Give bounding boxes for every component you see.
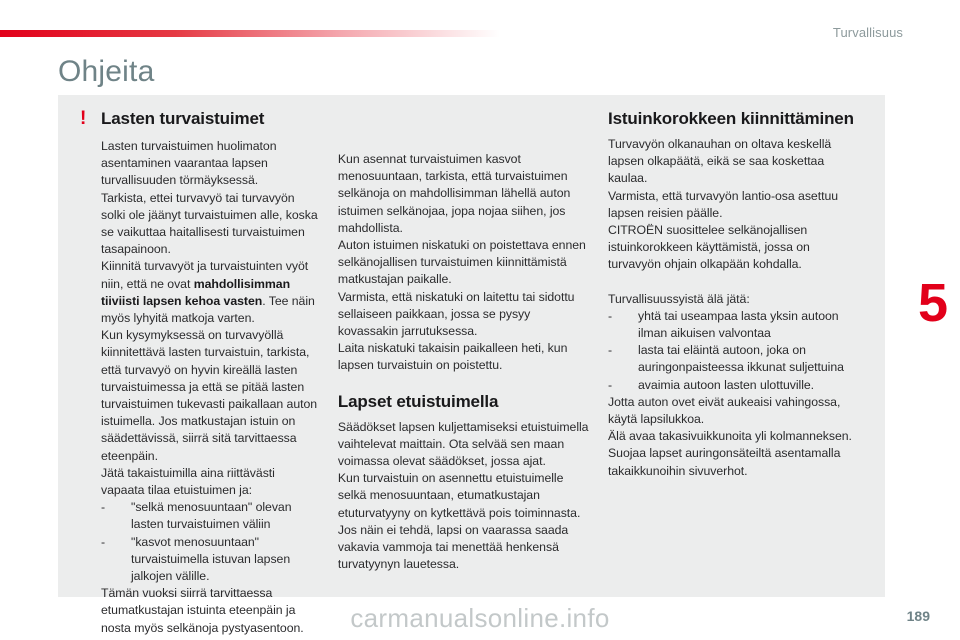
dash-marker: - — [608, 308, 613, 323]
heading-istuinkorokkeen-kiinnittaminen: Istuinkorokkeen kiinnittäminen — [608, 109, 854, 128]
list-item — [608, 308, 863, 342]
paragraph-c1-3-post: . Tee näin myös lyhyitä matkoja varten. — [101, 293, 315, 326]
column-middle — [338, 109, 608, 587]
paragraph-c1-4: Kun kysymyksessä on turvavyöllä kiinnitettävä lasten turvaistuin, tarkista, että turvavyö on hyvin kireällä lasten turvaistuimessa ja että se pitää lasten turvaistuimen tukevasti paikallaan auton istuimella. Jos matkustajan istuin on säädettävissä, siirrä sitä tarvittaessa eteenpäin. — [101, 328, 318, 463]
column-left — [80, 108, 338, 635]
chapter-number: 5 — [917, 273, 948, 333]
paragraph-c2-2: Auton istuimen niskatuki on poistettava ennen selkänojallisen turvaistuimen kiinnittämistä matkustajan paikalle. — [337, 238, 586, 287]
section-spacer — [338, 375, 590, 392]
list-item — [608, 342, 863, 376]
list-item-label: avaimia autoon lasten ulottuville. — [638, 377, 815, 392]
paragraph-c1-2: Tarkista, ettei turvavyö tai turvavyön solki ole jäänyt turvaistuimen alle, koska se vaikuttaa haitallisesti turvaistuimen tasapainoon. — [101, 190, 318, 257]
column-middle-spacer — [338, 109, 590, 151]
list-item-label: yhtä tai useampaa lasta yksin autoon ilman aikuisen valvontaa — [638, 308, 839, 341]
paragraph-c1-3-pre: Kiinnitä turvavyöt ja turvaistuinten vyöt niin, että ne ovat — [101, 259, 309, 291]
paragraph-c1-6: Tämän vuoksi siirrä tarvittaessa etumatkustajan istuinta eteenpäin ja nosta myös selkänoja pystyasentoon. — [101, 586, 304, 635]
list-item-label: "selkä menosuuntaan" olevan lasten turvaistuimen väliin — [131, 500, 292, 532]
paragraph-c1-3-bold: mahdollisimman tiiviisti lapsen kehoa vasten — [101, 276, 291, 308]
paragraph-c2-3: Varmista, että niskatuki on laitettu tai sidottu sellaiseen paikkaan, jossa se pysyy kovassakin jarrutuksessa. — [337, 289, 575, 339]
list-item-label: "kasvot menosuuntaan" turvaistuimella istuvan lapsen jalkojen välille. — [131, 534, 291, 584]
page-title: Ohjeita — [58, 55, 155, 88]
paragraph-c3-3: CITROËN suosittelee selkänojallisen istuinkorokkeen käyttämistä, jossa on turvavyön ohjain olkapään kohdalla. — [608, 223, 810, 272]
paragraph-c1-3 — [101, 258, 320, 327]
paragraph-c1-1: Lasten turvaistuimen huolimaton asentaminen vaarantaa lapsen turvallisuuden törmäyksessä. — [101, 139, 277, 188]
bullet-list-c1 — [101, 499, 320, 585]
paragraph-c2-1: Kun asennat turvaistuimen kasvot menosuuntaan, tarkista, että turvaistuimen selkänoja on mahdollisimman lähellä auton istuimen selkänojaa, jopa nojaa siihen, jos mahdollista. — [337, 152, 571, 235]
paragraph-c2-5: Säädökset lapsen kuljettamiseksi etuistuimella vaihtelevat maittain. Ota selvää sen maan voimassa olevat säädökset, jossa ajat. — [337, 419, 589, 469]
paragraph-c3-5: Jotta auton ovet eivät aukeaisi vahingossa, käytä lapsilukkoa. — [608, 394, 841, 427]
paragraph-c3-1: Turvavyön olkanauhan on oltava keskellä lapsen olkapäätä, eikä se saa koskettaa kaulaa. — [608, 137, 832, 186]
list-item — [101, 499, 320, 533]
list-item — [101, 534, 320, 586]
dash-marker: - — [101, 534, 106, 549]
paragraph-c2-7: Jos näin ei tehdä, lapsi on vaarassa saada vakavia vammoja tai menettää henkensä turvatyynyn lauetessa. — [337, 522, 569, 572]
exclamation-icon: ! — [80, 108, 87, 129]
paragraph-c3-6: Älä avaa takasivuikkunoita yli kolmanneksen. — [608, 429, 852, 444]
list-item-label: lasta tai eläintä autoon, joka on auringonpaisteessa ikkunat suljettuina — [638, 343, 844, 375]
dash-marker: - — [608, 377, 613, 392]
paragraph-c2-6: Kun turvaistuin on asennettu etuistuimelle selkä menosuuntaan, etumatkustajan etuturvatyyny on kytkettävä pois toiminnasta. — [337, 471, 581, 520]
bullet-list-c3 — [608, 308, 863, 394]
paragraph-c1-5: Jätä takaistuimilla aina riittävästi vapaata tilaa etuistuimen ja: — [101, 465, 275, 498]
page-number: 189 — [906, 608, 930, 624]
heading-lapset-etuistuimella: Lapset etuistuimella — [337, 391, 499, 411]
paragraph-c3-7: Suojaa lapset auringonsäteiltä asentamalla takaikkunoihin sivuverhot. — [608, 446, 841, 478]
section-label: Turvallisuus — [832, 25, 903, 40]
watermark: carmanualsonline.info — [350, 603, 610, 633]
column-right — [608, 109, 863, 587]
warning-heading-block — [80, 109, 320, 129]
dash-marker: - — [608, 343, 613, 358]
dash-marker: - — [101, 500, 106, 515]
heading-lasten-turvaistuimet: Lasten turvaistuimet — [101, 109, 265, 128]
list-item — [608, 377, 863, 394]
section-spacer-2 — [608, 274, 863, 291]
paragraph-c3-2: Varmista, että turvavyön lantio-osa asettuu lapsen reisien päälle. — [608, 188, 839, 220]
paragraph-c2-4: Laita niskatuki takaisin paikalleen heti, kun lapsen turvaistuin on poistettu. — [337, 341, 568, 373]
header-accent-rule — [0, 30, 500, 37]
paragraph-c3-4: Turvallisuussyistä älä jätä: — [608, 291, 750, 306]
